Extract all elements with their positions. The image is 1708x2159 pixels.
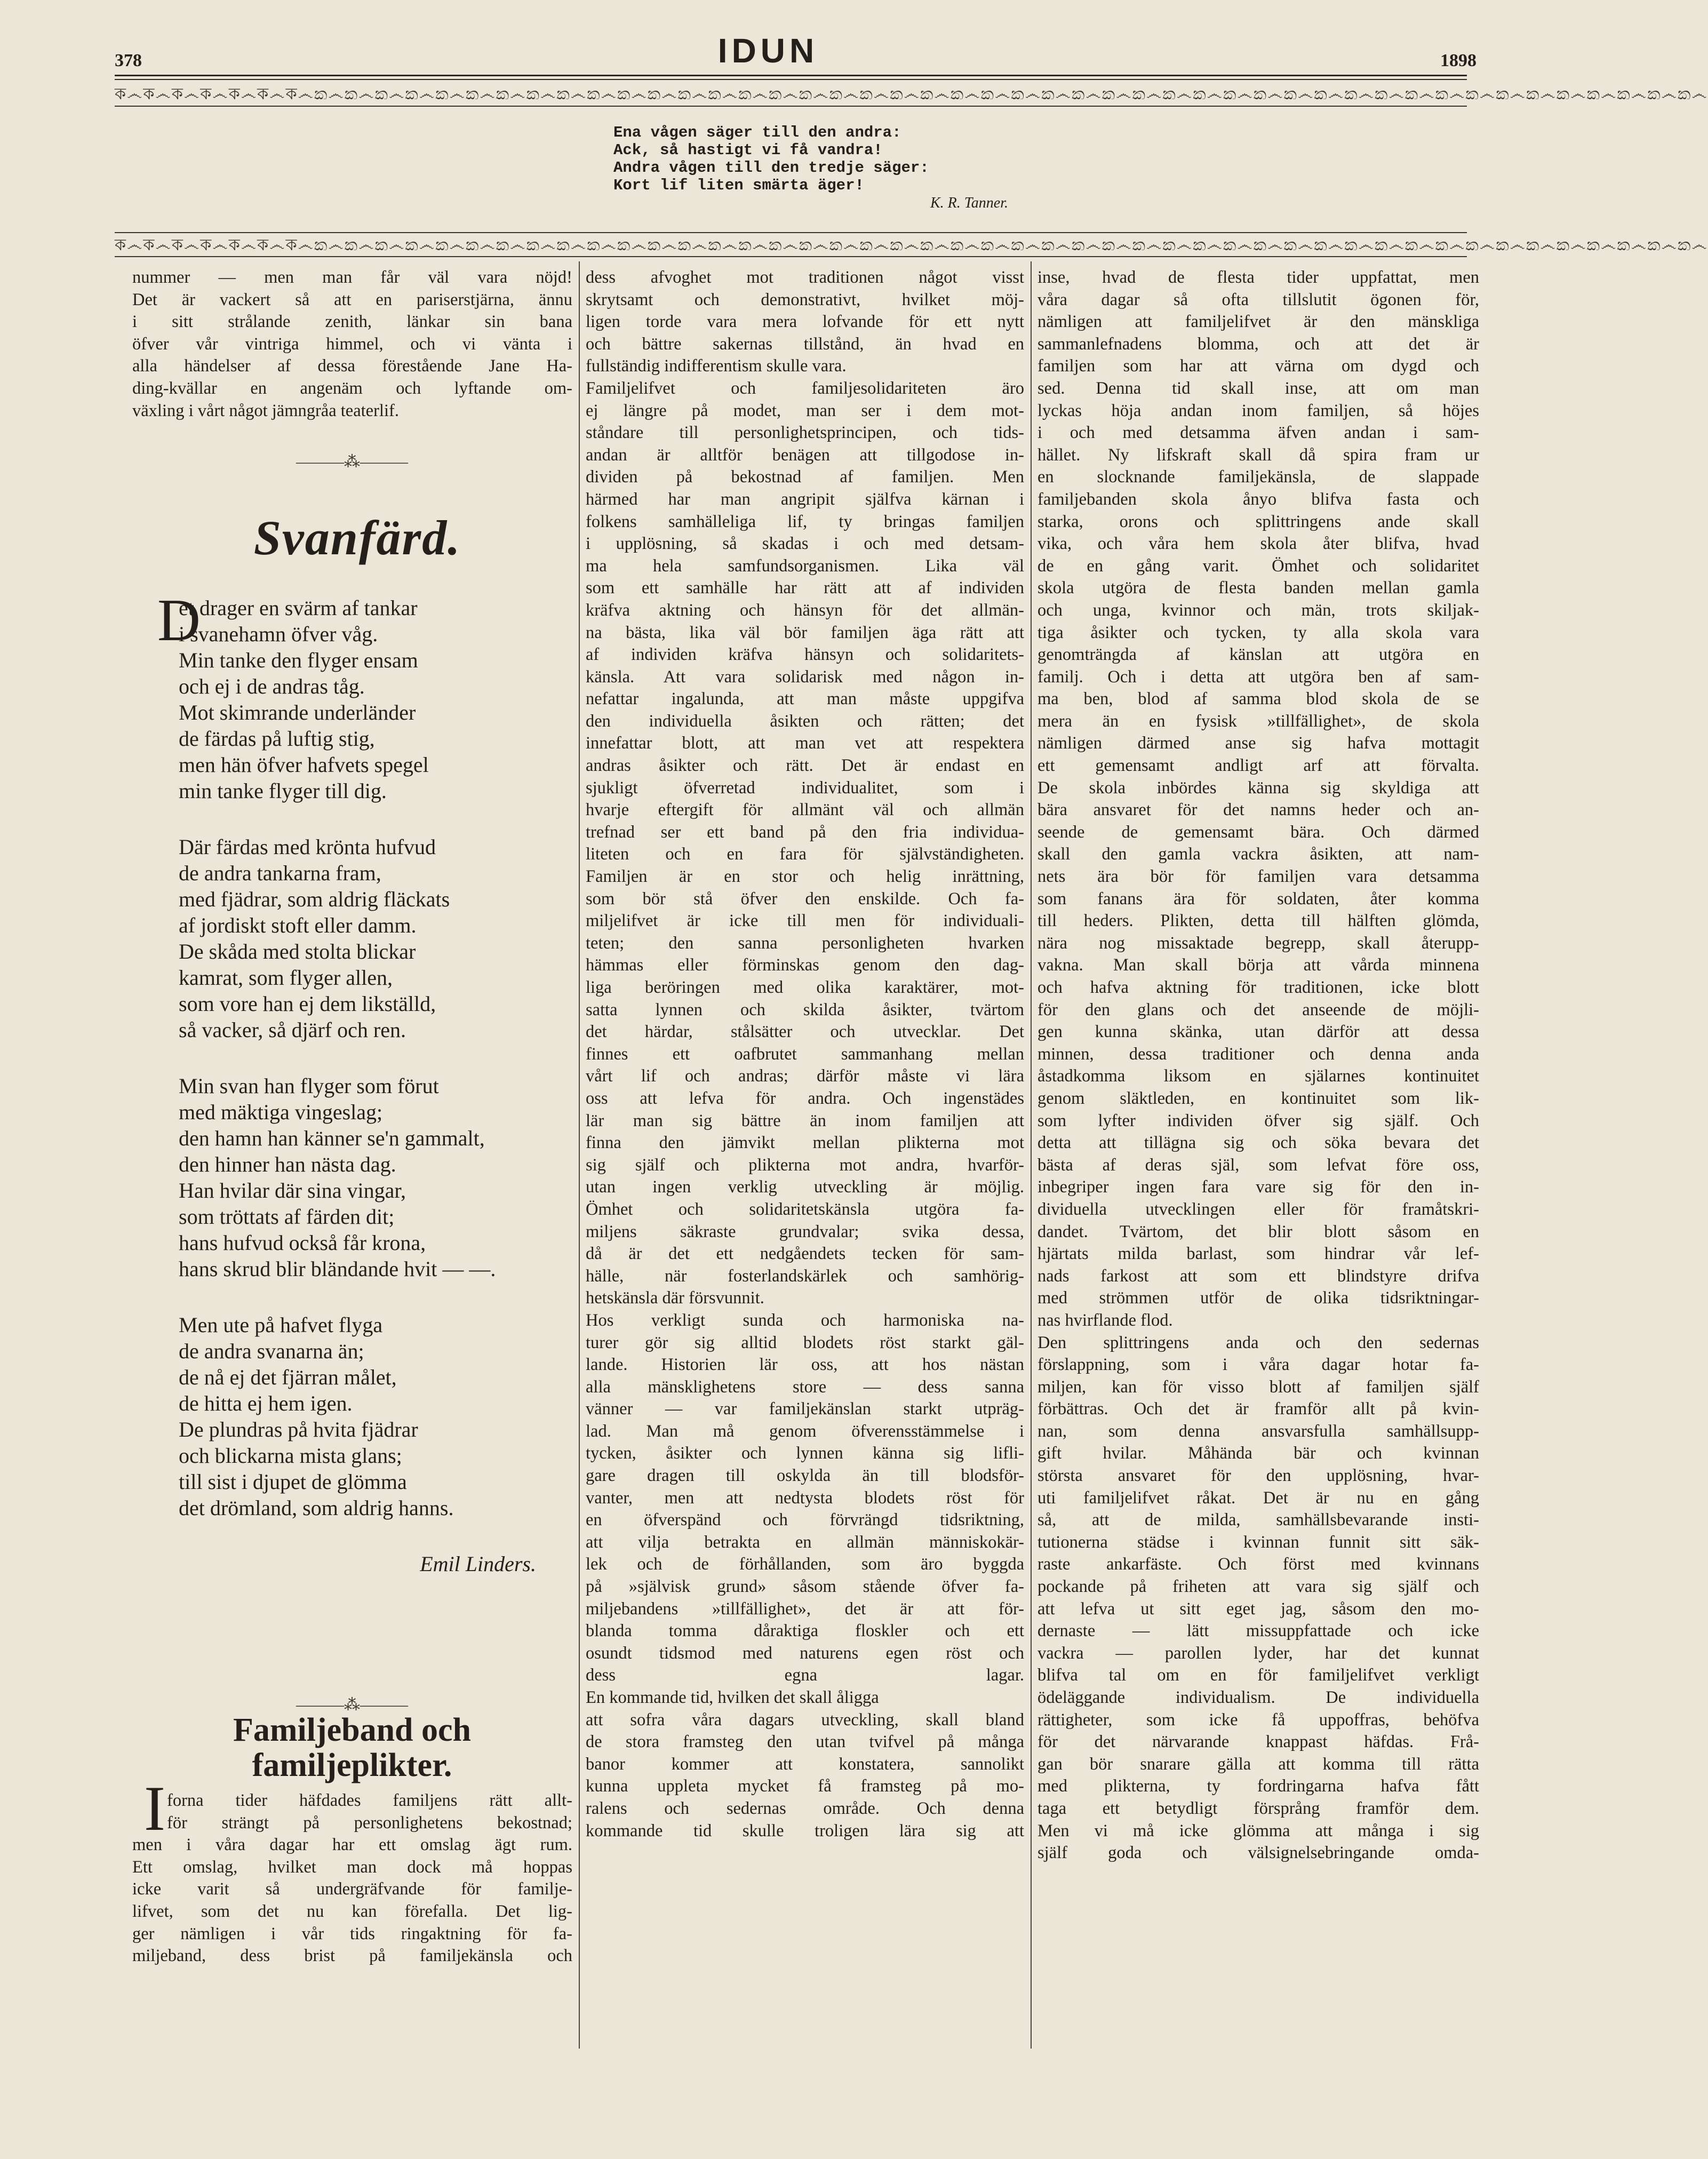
text-line: genom släktleden, en kontinuitet som lik-: [1037, 1088, 1479, 1108]
article-column-2: [586, 267, 1024, 1842]
text-line: sjukligt öfverretad individualitet, som i: [586, 778, 1024, 798]
text-line: tutionerna städse i kvinnan funnit sitt säk-: [1037, 1532, 1479, 1552]
text-line: lande. Historien lär oss, att hos nästan: [586, 1355, 1024, 1375]
text-line: sig själf och plikterna mot andra, hvarför-: [586, 1155, 1024, 1175]
text-line: Den splittringens anda och den sedernas: [1037, 1333, 1479, 1352]
text-line: känsla. Att vara solidarisk med någon in-: [586, 667, 1024, 687]
stanza-gap: [179, 1521, 563, 1551]
epigraph: [613, 124, 1040, 212]
article-column-1: [132, 1790, 572, 1967]
text-line: folkens samhälleliga lif, ty bringas familjen: [586, 512, 1024, 531]
stanza-gap: [179, 1043, 563, 1073]
text-line: alla mänsklighetens store — dess sanna: [586, 1377, 1024, 1397]
epigraph-line: Ack, så hastigt vi få vandra!: [613, 141, 883, 159]
text-line: familjen som har att värna om dygd och: [1037, 356, 1479, 376]
text-line: na bästa, lika väl bör familjen äga rätt att: [586, 623, 1024, 642]
text-line: vänner — var familjekänslan starkt utpräg-: [586, 1399, 1024, 1419]
column-divider: [1031, 261, 1032, 2049]
text-line: inse, hvad de flesta tider uppfattat, men: [1037, 268, 1479, 287]
text-line: och hafva aktning för traditionen, icke blott: [1037, 978, 1479, 997]
text-line: gen kunna skänka, utan därför att dessa: [1037, 1022, 1479, 1042]
poem-line: De plundras på hvita fjädrar: [179, 1417, 418, 1441]
text-line: satta lynnen och skilda åsikter, tvärtom: [586, 1000, 1024, 1019]
poem-line: de nå ej det fjärran målet,: [179, 1365, 397, 1389]
text-line: Familjen är en stor och helig inrättning,: [586, 867, 1024, 887]
text-line: tiga åsikter och tycken, ty alla skola vara: [1037, 623, 1479, 642]
text-line: De skola inbördes känna sig skyldiga att: [1037, 778, 1479, 798]
article-column-3: [1037, 267, 1479, 1865]
header-rule: [115, 75, 1467, 76]
text-line: lär man sig bättre än inom familjen att: [586, 1111, 1024, 1130]
text-line: alla händelser af dessa förestående Jane Ha-: [132, 356, 572, 376]
poem-line: af jordiskt stoft eller damm.: [179, 913, 417, 937]
text-line: tycken, åsikter och lynnen känna sig lifli-: [586, 1444, 1024, 1463]
text-line: miljebandens »tillfällighet», det är att för-: [586, 1599, 1024, 1619]
poem-line: i svanehamn öfver våg.: [179, 622, 378, 646]
text-line: ett gemensamt andligt arf att förvalta.: [1037, 756, 1479, 776]
text-line: kräfva aktning och hänsyn för det allmän-: [586, 600, 1024, 620]
stanza-gap: [179, 804, 563, 834]
text-line: hvarje eftergift för allmänt väl och allmän: [586, 800, 1024, 820]
text-line: nefattar ingalunda, att man måste uppgifva: [586, 689, 1024, 709]
text-line: gift hvilar. Måhända bär och kvinnan: [1037, 1444, 1479, 1463]
text-line: genomträngda af känslan att utgöra en: [1037, 645, 1479, 665]
text-line: hämmas eller förminskas genom den dag-: [586, 955, 1024, 975]
text-line: själf goda och välsignelsebringande omda-: [1037, 1843, 1479, 1863]
text-line: mera än en fysisk »tillfällighet», de skola: [1037, 711, 1479, 731]
epigraph-line: Ena vågen säger till den andra:: [613, 124, 901, 141]
poem-line: de andra svanarna än;: [179, 1339, 364, 1363]
text-line: detta att tillägna sig och söka bevara det: [1037, 1133, 1479, 1153]
text-line: inbegriper ingen fara vare sig för den in-: [1037, 1177, 1479, 1197]
text-line: Familjelifvet och familjesolidariteten äro: [586, 378, 1024, 398]
text-line: sed. Denna tid skall inse, att om man: [1037, 378, 1479, 398]
text-line: dandet. Tvärtom, det blir blott såsom en: [1037, 1222, 1479, 1241]
text-line: osundt tidsmod med naturens egen röst och: [586, 1643, 1024, 1663]
text-line: för den glans och det anseende de möjli-: [1037, 1000, 1479, 1019]
section-separator: ———⁂———: [296, 1696, 408, 1714]
text-line: och bättre sakernas tillstånd, än hvad en: [586, 334, 1024, 354]
text-line: dividen på bekostnad af familjen. Men: [586, 467, 1024, 487]
text-line: för det närvarande knappast häfdas. Frå-: [1037, 1732, 1479, 1752]
text-line: hjärtats milda barlast, som hindrar vår lef-: [1037, 1244, 1479, 1264]
poem-line: och ej i de andras tåg.: [179, 674, 365, 698]
article-dropcap: I: [144, 1773, 165, 1844]
ornament-rule: [115, 256, 1467, 257]
poem-line: de hitta ej hem igen.: [179, 1391, 353, 1415]
text-line: ger nämligen i vår tids ringaktning för fa-: [132, 1924, 572, 1943]
text-line: pockande på friheten att vara sig själf och: [1037, 1577, 1479, 1597]
text-line: ståndare till personlighetsprincipen, och tids-: [586, 423, 1024, 443]
text-line: härmed har man angripit själfva kärnan i: [586, 489, 1024, 509]
poem-line: med fjädrar, som aldrig fläckats: [179, 887, 450, 911]
text-line: nära nog missaktade begrepp, skall återupp-: [1037, 933, 1479, 953]
text-line: ej längre på modet, man ser i dem mot-: [586, 401, 1024, 420]
ornament-rule: [115, 106, 1467, 107]
text-line: på »självisk grund» såsom stående öfver fa-: [586, 1577, 1024, 1597]
text-line: vakna. Man skall börja att vårda minnena: [1037, 955, 1479, 975]
text-line: till heders. Plikten, detta till hälften glömda,: [1037, 911, 1479, 931]
text-line: teten; den sanna personligheten hvarken: [586, 933, 1024, 953]
masthead: IDUN: [717, 31, 819, 70]
text-line: utan ingen verklig utveckling är möjlig.: [586, 1177, 1024, 1197]
text-line: nummer — men man får väl vara nöjd!: [132, 268, 572, 287]
text-line: miljen, kan för visso blott af familjen själf: [1037, 1377, 1479, 1397]
text-line: Ett omslag, hvilket man dock må hoppas: [132, 1857, 572, 1877]
poem-line: med mäktiga vingeslag;: [179, 1100, 383, 1124]
text-line: uti familjelifvet råkat. Det är nu en gång: [1037, 1488, 1479, 1508]
text-line: finna den jämvikt mellan plikterna mot: [586, 1133, 1024, 1153]
text-line: nads farkost att som ett blindstyre drifva: [1037, 1266, 1479, 1286]
text-line: så, att de milda, samhällsbevarande insti-: [1037, 1510, 1479, 1530]
poem-line: den hinner han nästa dag.: [179, 1152, 396, 1176]
text-line: turer gör sig alltid blodets röst starkt gäl-: [586, 1333, 1024, 1352]
section-separator: ———⁂———: [296, 453, 408, 471]
text-line: ding-kvällar en angenäm och lyftande om-: [132, 378, 572, 398]
text-line: familj. Och i detta att utgöra ben af sam-: [1037, 667, 1479, 687]
poem: [157, 587, 563, 1577]
poem-line: så vacker, så djärf och ren.: [179, 1018, 406, 1042]
text-line: andan är alltför benägen att tillgodose in-: [586, 445, 1024, 465]
text-line: blifva tal om en för familjelifvet verkligt: [1037, 1666, 1479, 1685]
text-line: rättigheter, som icke få uppoffras, behöfva: [1037, 1710, 1479, 1730]
text-line: starka, orons och splittringens ande skall: [1037, 512, 1479, 531]
text-line: vika, och våra hem skola åter blifva, hvad: [1037, 534, 1479, 554]
text-line: andras åsikter och rätt. Det är endast en: [586, 756, 1024, 776]
poem-line: De skåda med stolta blickar: [179, 939, 416, 963]
text-line: bästa af deras själ, som lefvat före oss,: [1037, 1155, 1479, 1175]
text-line: minnen, dessa traditioner och denna anda: [1037, 1044, 1479, 1064]
text-line: nan, som denna ansvarsfulla samhällsupp-: [1037, 1421, 1479, 1441]
epigraph-author: K. R. Tanner.: [930, 195, 1008, 211]
text-line: det härdar, stålsätter och utvecklar. Det: [586, 1022, 1024, 1042]
text-line: som ett samhälle har rätt att af individen: [586, 578, 1024, 598]
text-line: finnes ett oafbrutet sammanhang mellan: [586, 1044, 1024, 1064]
text-line: sammanlefnadens blomma, och att det är: [1037, 334, 1479, 354]
page-number: 378: [115, 51, 142, 70]
text-line: hället. Ny lifskraft skall då spira fram ur: [1037, 445, 1479, 465]
text-line: af individen kräfva hänsyn och solidaritets-: [586, 645, 1024, 665]
column-divider: [579, 261, 580, 2049]
poem-line: de andra tankarna fram,: [179, 861, 381, 885]
text-line: vårt lif och andras; därför måste vi lära: [586, 1066, 1024, 1086]
text-line: gan bör snarare gälla att komma till rätta: [1037, 1754, 1479, 1774]
ornament-band: ক෴ক෴ক෴ক෴ক෴ক෴ক෴ක෴ක෴ක෴ක෴ක෴ක෴ක෴ක෴ක෴ක෴ක෴ක෴ක෴ක෴ක෴ක෴ක෴ක෴ක෴ක෴ක෴ක෴ක෴ක෴ක෴ක෴ක෴ක෴ක෴ක෴ක෴ක෴ක෴ක෴ක෴ක෴ක෴ක෴ක෴ක෴ක෴ක෴ක෴ක෴ක෴ක෴: [115, 236, 1708, 254]
text-line: trefnad ser ett band på den fria individua-: [586, 822, 1024, 842]
text-line: ma hela samfundsorganismen. Lika väl: [586, 556, 1024, 576]
text-line: hälle, när fosterlandskärlek och samhörig-: [586, 1266, 1024, 1286]
text-line: de stora framsteg den utan tvifvel på många: [586, 1732, 1024, 1752]
ornament-rule: [115, 232, 1467, 233]
poem-dropcap: D: [157, 587, 201, 654]
text-line: att lefva ut sitt eget jag, såsom den mo-: [1037, 1599, 1479, 1619]
poem-line: det drömland, som aldrig hanns.: [179, 1496, 454, 1520]
text-line: forna tider häfdades familjens rätt allt-: [167, 1791, 572, 1810]
text-line: taga ett betydligt försprång framför dem.: [1037, 1798, 1479, 1818]
text-line: och unga, kvinnor och män, trots skiljak-: [1037, 600, 1479, 620]
poem-line: hans hufvud också får krona,: [179, 1231, 426, 1255]
text-line: Hos verkligt sunda och harmoniska na-: [586, 1310, 1024, 1330]
text-line: förbättras. Och det är framför allt på kvin-: [1037, 1399, 1479, 1419]
text-line: att vilja betrakta en allmän människokär-: [586, 1532, 1024, 1552]
text-line: miljeband, dess brist på familjekänsla och: [132, 1946, 572, 1966]
poem-line: de färdas på luftig stig,: [179, 727, 375, 751]
text-line: lyckas höja andan inom familjen, så höjes: [1037, 401, 1479, 420]
poem-line: et drager en svärm af tankar: [179, 596, 418, 620]
text-line: Men vi må icke glömma att många i sig: [1037, 1821, 1479, 1841]
text-line: raste ankarfäste. Och först med kvinnans: [1037, 1555, 1479, 1574]
text-line: nämligen därmed anse sig hafva mottagit: [1037, 734, 1479, 753]
poem-line: Han hvilar där sina vingar,: [179, 1178, 406, 1202]
poem-line: hans skrud blir bländande hvit — —.: [179, 1257, 496, 1281]
text-line: med strömmen utför de olika tidsriktningar-: [1037, 1288, 1479, 1308]
text-line: nets ära bör för familjen vara detsamma: [1037, 867, 1479, 887]
text-line: vanter, men att nedtysta blodets röst för: [586, 1488, 1024, 1508]
text-line: våra dagar så ofta tillslutit ögonen för,: [1037, 290, 1479, 309]
poem-line: kamrat, som flyger allen,: [179, 966, 393, 990]
article-title: [136, 1712, 568, 1783]
poem-line: som tröttats af färden dit;: [179, 1205, 395, 1229]
text-line: familjebanden skola ånyo blifva fasta och: [1037, 489, 1479, 509]
poem-line: Men ute på hafvet flyga: [179, 1313, 383, 1337]
text-line: bära ansvaret för det namns heder och an-: [1037, 800, 1479, 820]
text-line: med plikterna, ty fordringarna hafva fått: [1037, 1776, 1479, 1796]
text-line: men i våra dagar har ett omslag ägt rum.: [132, 1835, 572, 1855]
text-line: ödeläggande individualism. De individuella: [1037, 1688, 1479, 1707]
text-line: växling i vårt något jämngråa teaterlif.: [132, 401, 399, 420]
text-line: liga beröringen med olika karaktärer, mot-: [586, 978, 1024, 997]
text-line: som fanans ära för soldaten, åter komma: [1037, 889, 1479, 909]
poem-line: Där färdas med krönta hufvud: [179, 835, 436, 859]
poem-line: Min tanke den flyger ensam: [179, 648, 418, 672]
article-title-line: Familjeband och: [233, 1712, 472, 1748]
poem-body: [179, 595, 563, 1551]
poem-line: som vore han ej dem likställd,: [179, 992, 436, 1016]
text-line: En kommande tid, hvilken det skall åligga: [586, 1688, 879, 1707]
text-line: miljelifvet är icke till men för individuali-: [586, 911, 1024, 931]
text-line: lad. Man må genom öfverensstämmelse i: [586, 1421, 1024, 1441]
text-line: hetskänsla där försvunnit.: [586, 1288, 764, 1308]
text-line: banor kommer att konstatera, sannolikt: [586, 1754, 1024, 1774]
text-line: de en gång varit. Ömhet och solidaritet: [1037, 556, 1479, 576]
poem-line: Min svan han flyger som förut: [179, 1074, 439, 1098]
text-line: då är det ett nedgåendets tecken för sam-: [586, 1244, 1024, 1264]
text-line: kunna uppleta mycket få framsteg på mo-: [586, 1776, 1024, 1796]
text-line: liteten och en fara för självständigheten.: [586, 845, 1024, 864]
text-line: Det är vackert så att en pariserstjärna, ännu: [132, 290, 572, 309]
text-line: en öfverspänd och förvrängd tidsriktning,: [586, 1510, 1024, 1530]
text-line: i sitt strålande zenith, länkar sin bana: [132, 312, 572, 332]
text-line: att sofra våra dagars utveckling, skall bland: [586, 1710, 1024, 1730]
text-line: öfver vår vintriga himmel, och vi vänta i: [132, 334, 572, 354]
text-line: åstadkomma liksom en själarnes kontinuitet: [1037, 1066, 1479, 1086]
poem-author: Emil Linders.: [420, 1552, 536, 1576]
text-line: Ömhet och solidaritetskänsla utgöra fa-: [586, 1199, 1024, 1219]
poem-line: men hän öfver hafvets spegel: [179, 753, 429, 777]
text-line: innefattar blott, att man vet att respektera: [586, 734, 1024, 753]
text-line: fullständig indifferentism skulle vara.: [586, 356, 847, 376]
epigraph-line: Kort lif liten smärta äger!: [613, 177, 864, 194]
text-line: gare dragen till oskylda än till blodsför-: [586, 1466, 1024, 1486]
text-line: seende de gemensamt bära. Och därmed: [1037, 822, 1479, 842]
text-line: nas hvirflande flod.: [1037, 1310, 1173, 1330]
text-line: största ansvaret för den upplösning, hvar-: [1037, 1466, 1479, 1486]
poem-line: till sist i djupet de glömma: [179, 1470, 407, 1494]
text-line: dess afvoghet mot traditionen något visst: [586, 268, 1024, 287]
text-line: i och med detsamma äfven andan i sam-: [1037, 423, 1479, 443]
article-title-line: familjeplikter.: [252, 1747, 452, 1783]
text-line: skola utgöra de flesta banden mellan gamla: [1037, 578, 1479, 598]
text-line: icke varit så undergräfvande för familje-: [132, 1879, 572, 1899]
ornament-band: ক෴ক෴ক෴ক෴ক෴ক෴ক෴ක෴ක෴ක෴ක෴ක෴ක෴ක෴ක෴ක෴ක෴ක෴ක෴ක෴ක෴ක෴ක෴ක෴ක෴ක෴ක෴ක෴ක෴ක෴ක෴ක෴ක෴ක෴ක෴ක෴ක෴ක෴ක෴ක෴ක෴ක෴ක෴ක෴ක෴ක෴ක෴ක෴ක෴ක෴ක෴ක෴ක෴: [115, 85, 1708, 103]
text-line: skrytsamt och demonstrativt, hvilket möj-: [586, 290, 1024, 309]
text-line: ligen torde vara mera lofvande för ett nytt: [586, 312, 1024, 332]
text-line: ralens och sedernas område. Och denna: [586, 1798, 1024, 1818]
text-line: oss att lefva för andra. Och ingenstädes: [586, 1088, 1024, 1108]
text-line: kommande tid skulle troligen lära sig att: [586, 1821, 1024, 1841]
year: 1898: [1440, 51, 1476, 70]
poem-line: Mot skimrande underländer: [179, 700, 416, 724]
poem-line: min tanke flyger till dig.: [179, 779, 387, 803]
poem-line: den hamn han känner se'n gammalt,: [179, 1126, 485, 1150]
poem-title: Svanfärd.: [253, 511, 461, 565]
text-line: i upplösning, så skadas i och med detsam-: [586, 534, 1024, 554]
text-line: dernaste — lätt missuppfattade och icke: [1037, 1621, 1479, 1641]
column-1-intro: [132, 267, 572, 422]
header-rule: [115, 79, 1467, 80]
text-line: förslappning, som i våra dagar hotar fa-: [1037, 1355, 1479, 1375]
text-line: lifvet, som det nu kan förefalla. Det lig-: [132, 1901, 572, 1921]
text-line: dividuella utvecklingen eller för framåtskri-: [1037, 1199, 1479, 1219]
text-line: lek och de förhållanden, som äro byggda: [586, 1555, 1024, 1574]
text-line: nämligen att familjelifvet är den mänskliga: [1037, 312, 1479, 332]
poem-line: och blickarna mista glans;: [179, 1444, 402, 1468]
text-line: som lyfter individen öfver sig själf. Och: [1037, 1111, 1479, 1130]
text-line: som bör stå öfver den enskilde. Och fa-: [586, 889, 1024, 909]
epigraph-line: Andra vågen till den tredje säger:: [613, 159, 929, 177]
text-line: miljens säkraste grundvalar; svika dessa,: [586, 1222, 1024, 1241]
stanza-gap: [179, 1282, 563, 1312]
text-line: vackra — parollen lyder, har det kunnat: [1037, 1643, 1479, 1663]
text-line: en slocknande familjekänsla, de slappade: [1037, 467, 1479, 487]
text-line: ma ben, blod af samma blod skola de se: [1037, 689, 1479, 709]
text-line: skall den gamla vackra åsikten, att nam-: [1037, 845, 1479, 864]
text-line: blanda tomma dåraktiga floskler och ett: [586, 1621, 1024, 1641]
text-line: för strängt på personlighetens bekostnad;: [167, 1813, 572, 1833]
text-line: den individuella åsikten och rätten; det: [586, 711, 1024, 731]
text-line: dess egna lagar.: [586, 1666, 1024, 1685]
